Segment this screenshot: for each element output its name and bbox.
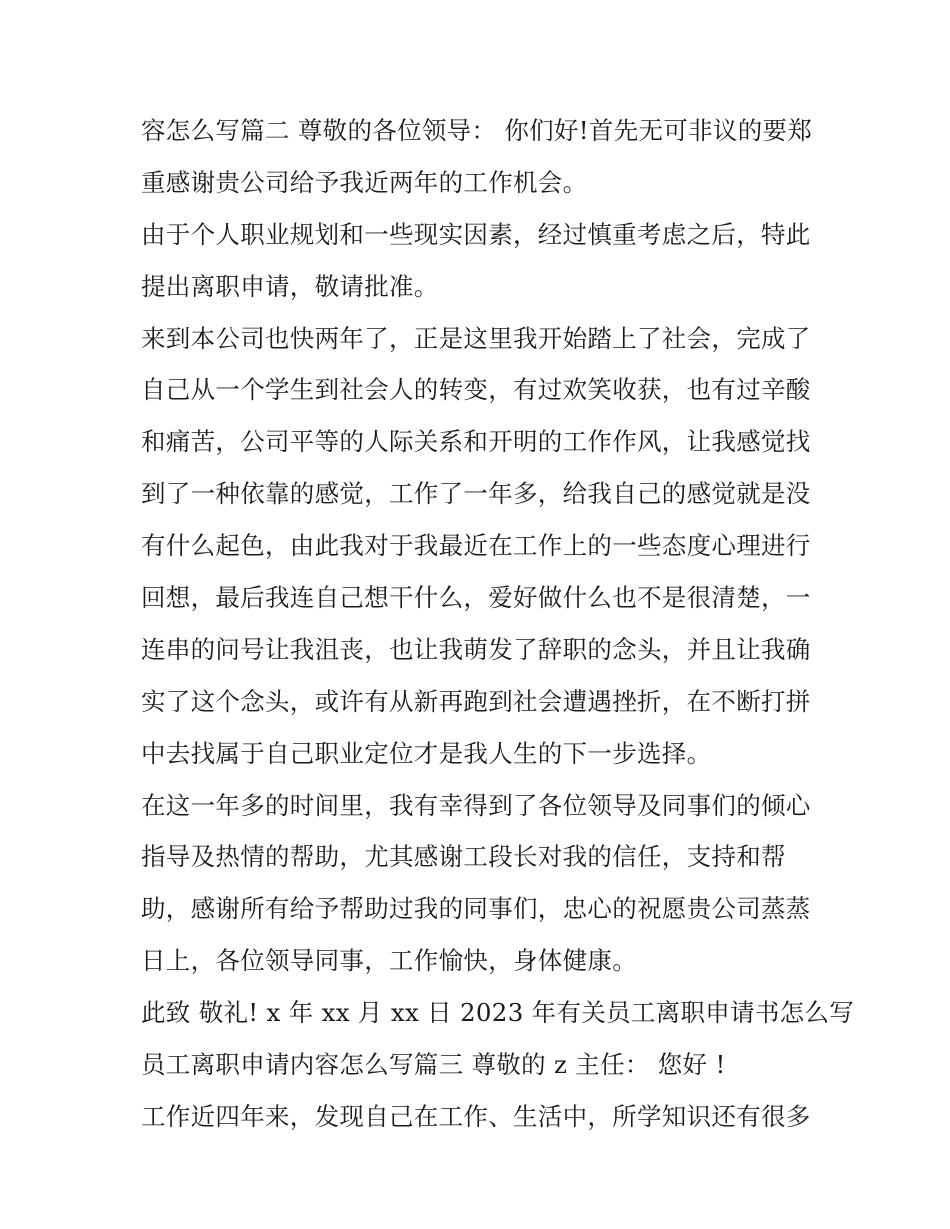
text-line: 回想，最后我连自己想干什么，爱好做什么也不是很清楚，一 [141, 583, 811, 613]
document-body [141, 105, 855, 1143]
text-line: 由于个人职业规划和一些现实因素，经过慎重考虑之后，特此 [141, 219, 811, 249]
text-line: 员工离职申请内容怎么写篇三 尊敬的 z 主任： 您好 ! [141, 1050, 726, 1080]
text-line: 重感谢贵公司给予我近两年的工作机会。 [141, 167, 588, 197]
text-line: 来到本公司也快两年了，正是这里我开始踏上了社会，完成了 [141, 323, 811, 353]
text-line: 中去找属于自己职业定位才是我人生的下一步选择。 [141, 738, 712, 768]
text-line: 在这一年多的时间里，我有幸得到了各位领导及同事们的倾心 [141, 790, 811, 820]
text-line: 此致 敬礼! x 年 xx 月 xx 日 2023 年有关员工离职申请书怎么写 [141, 998, 855, 1028]
text-line: 工作近四年来，发现自己在工作、生活中，所学知识还有很多 [141, 1101, 811, 1131]
text-line: 自己从一个学生到社会人的转变，有过欢笑收获，也有过辛酸 [141, 375, 811, 405]
text-line: 和痛苦，公司平等的人际关系和开明的工作作风，让我感觉找 [141, 427, 811, 457]
text-line: 日上，各位领导同事，工作愉快，身体健康。 [141, 946, 637, 976]
text-line: 指导及热情的帮助，尤其感谢工段长对我的信任，支持和帮 [141, 842, 786, 872]
text-line: 有什么起色，由此我对于我最近在工作上的一些态度心理进行 [141, 531, 811, 561]
text-line: 提出离职申请，敬请批准。 [141, 271, 439, 301]
text-line: 助，感谢所有给予帮助过我的同事们，忠心的祝愿贵公司蒸蒸 [141, 894, 811, 924]
text-line: 到了一种依靠的感觉，工作了一年多，给我自己的感觉就是没 [141, 479, 811, 509]
text-line: 实了这个念头，或许有从新再跑到社会遭遇挫折，在不断打拼 [141, 686, 811, 716]
text-line: 容怎么写篇二 尊敬的各位领导： 你们好!首先无可非议的要郑 [141, 116, 813, 145]
text-line: 连串的问号让我沮丧，也让我萌发了辞职的念头，并且让我确 [141, 634, 811, 664]
